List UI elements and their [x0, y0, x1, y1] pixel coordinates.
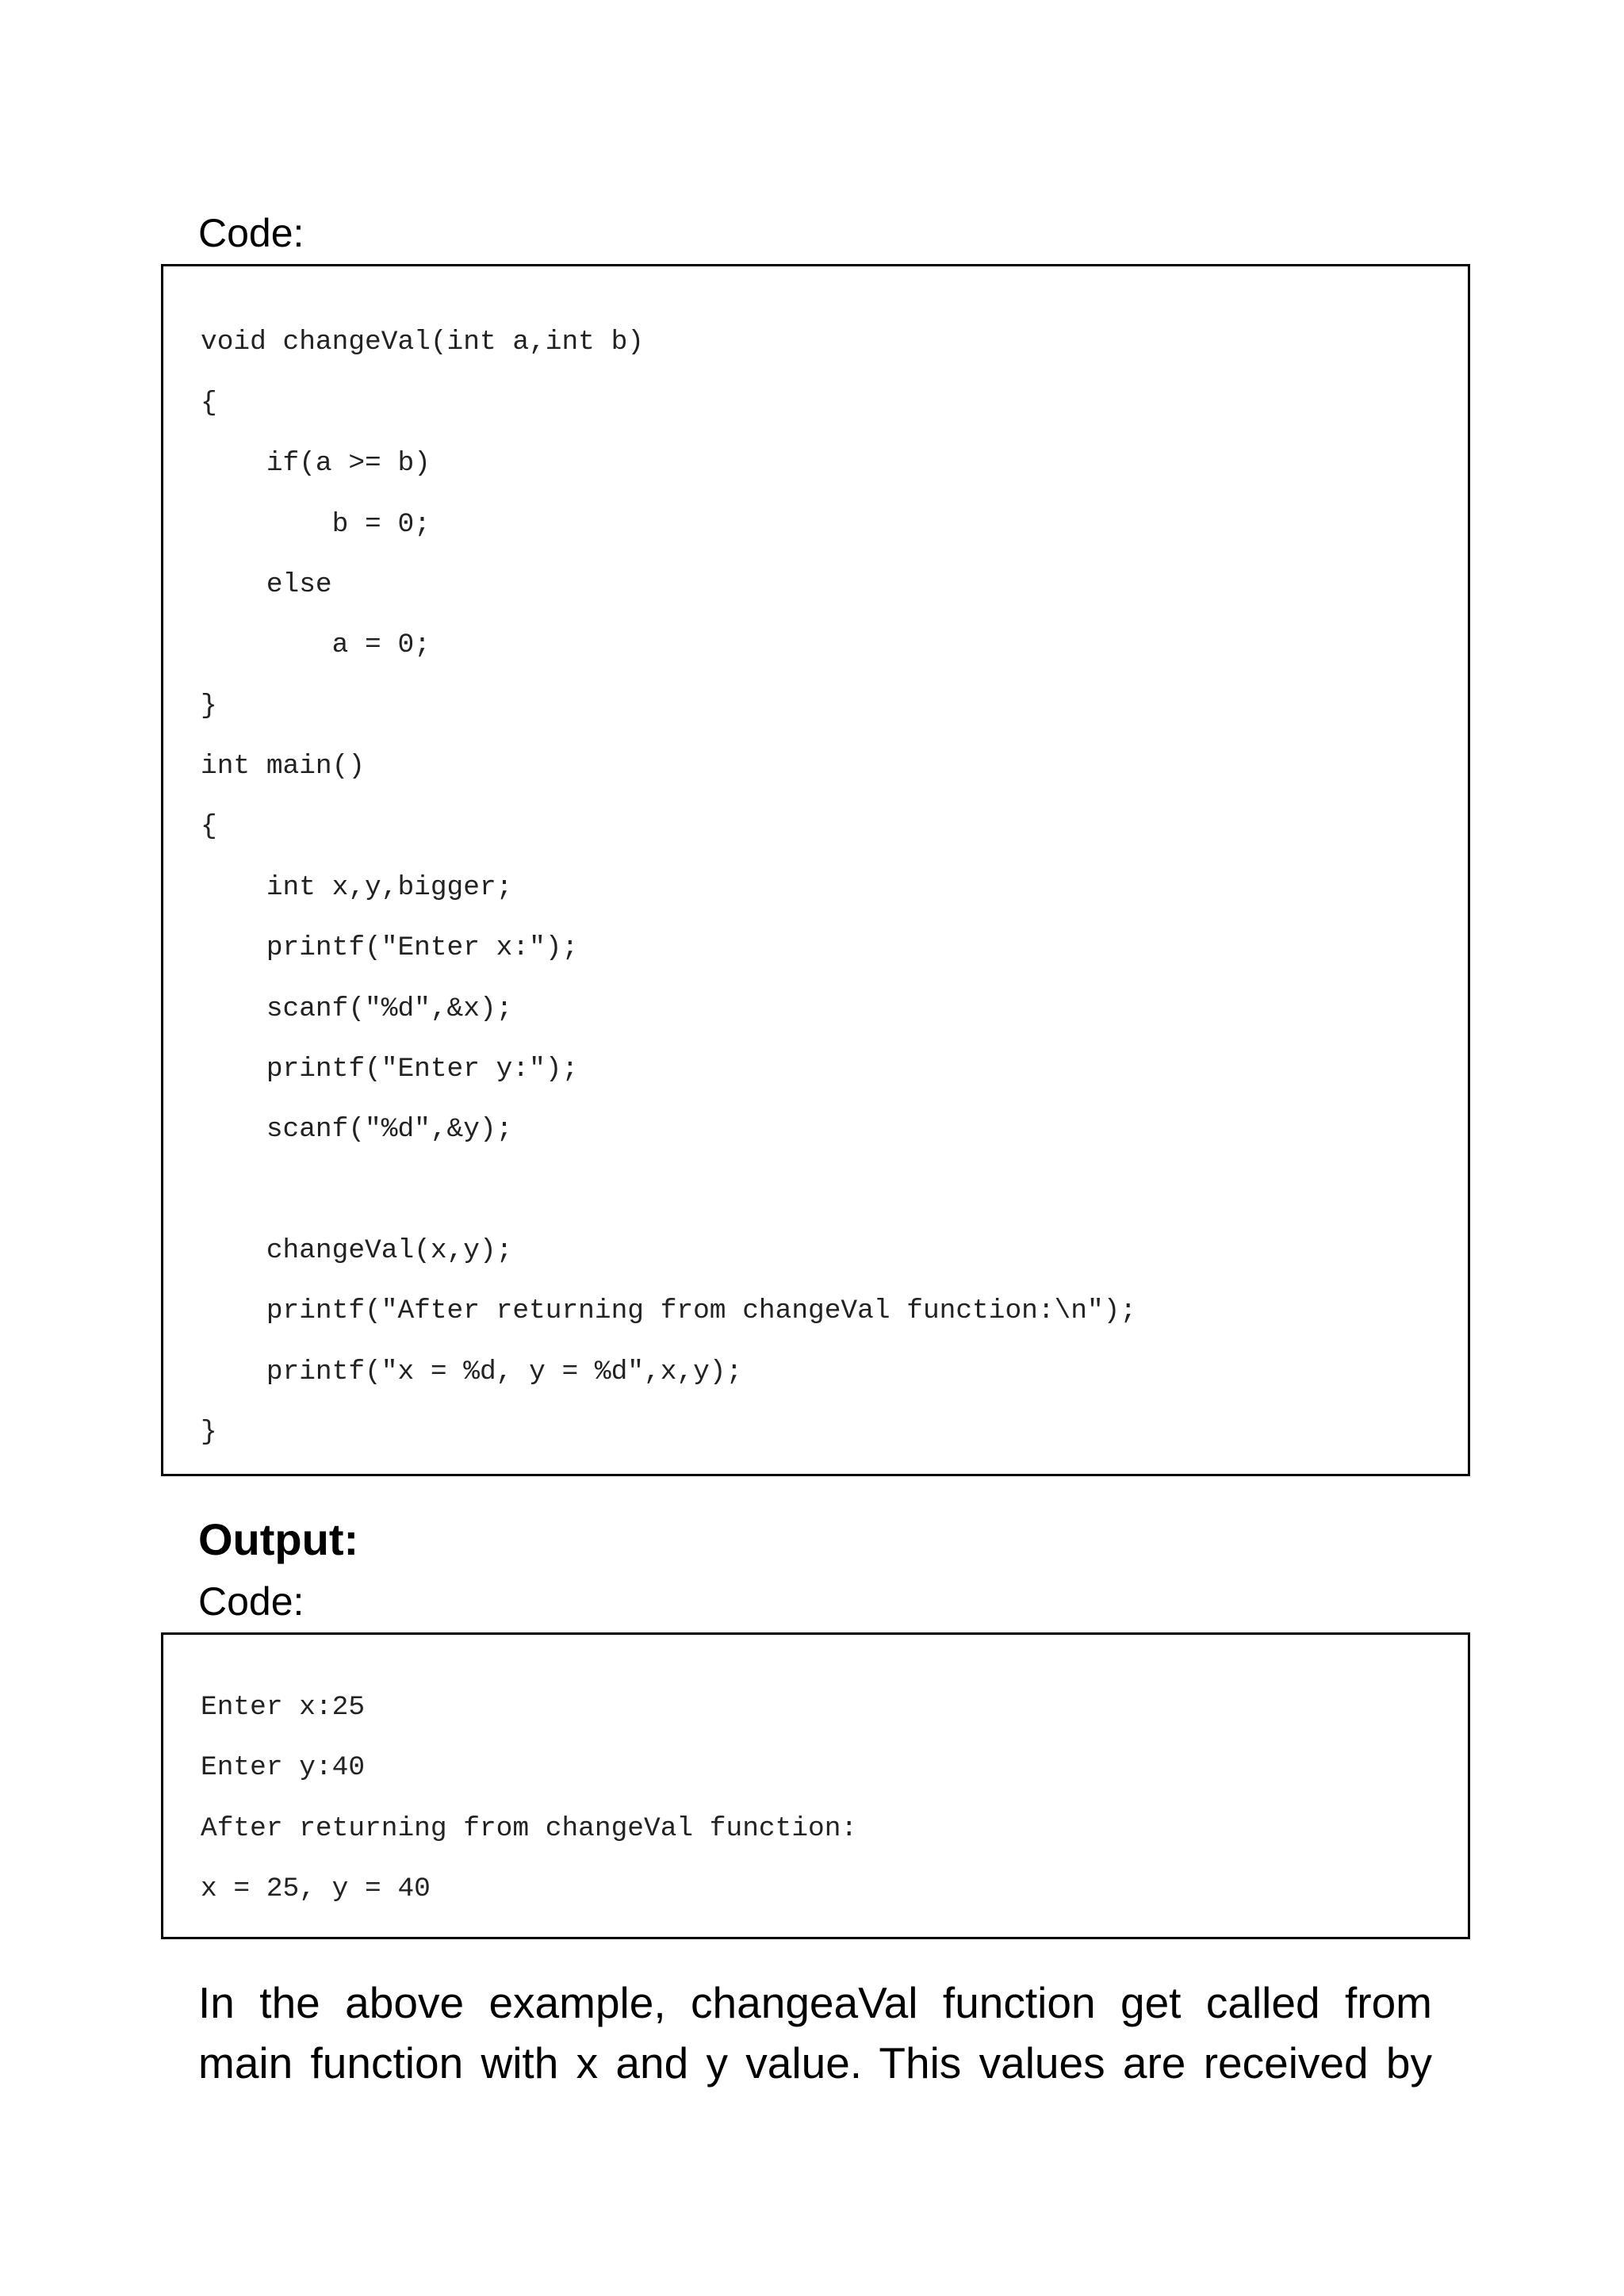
paragraph-line: main function with x and y value. This values are received by [198, 2038, 1432, 2087]
code-line: void changeVal(int a,int b) [201, 327, 644, 358]
output-code-label: Code: [198, 1579, 304, 1624]
code-line: if(a >= b) [201, 448, 431, 479]
output-heading: Output: [198, 1514, 359, 1564]
output-line: After returning from changeVal function: [201, 1813, 858, 1844]
paragraph-line: In the above example, changeaVal function get called from [198, 1978, 1432, 2027]
explanation-paragraph [198, 1973, 1432, 2093]
code-line: scanf("%d",&y); [201, 1114, 513, 1145]
output-box [161, 1632, 1470, 1939]
code-line: printf("Enter x:"); [201, 932, 579, 963]
code-line: printf("Enter y:"); [201, 1054, 579, 1085]
code-box [161, 264, 1470, 1476]
code-line: printf("x = %d, y = %d",x,y); [201, 1357, 743, 1387]
output-line: x = 25, y = 40 [201, 1873, 431, 1904]
code-line: } [201, 1417, 217, 1448]
code-line: { [201, 811, 217, 842]
output-line: Enter x:25 [201, 1692, 366, 1723]
code-line: a = 0; [201, 629, 431, 660]
code-line: b = 0; [201, 509, 431, 540]
code-line: int x,y,bigger; [201, 872, 513, 903]
code-line: } [201, 691, 217, 721]
code-line: { [201, 388, 217, 419]
output-line: Enter y:40 [201, 1752, 366, 1783]
code-line: scanf("%d",&x); [201, 993, 513, 1024]
code-line: printf("After returning from changeVal function:\n"); [201, 1295, 1137, 1326]
code-label: Code: [198, 211, 304, 255]
code-line: changeVal(x,y); [201, 1235, 513, 1266]
code-line: int main() [201, 751, 366, 782]
code-line: else [201, 569, 332, 600]
